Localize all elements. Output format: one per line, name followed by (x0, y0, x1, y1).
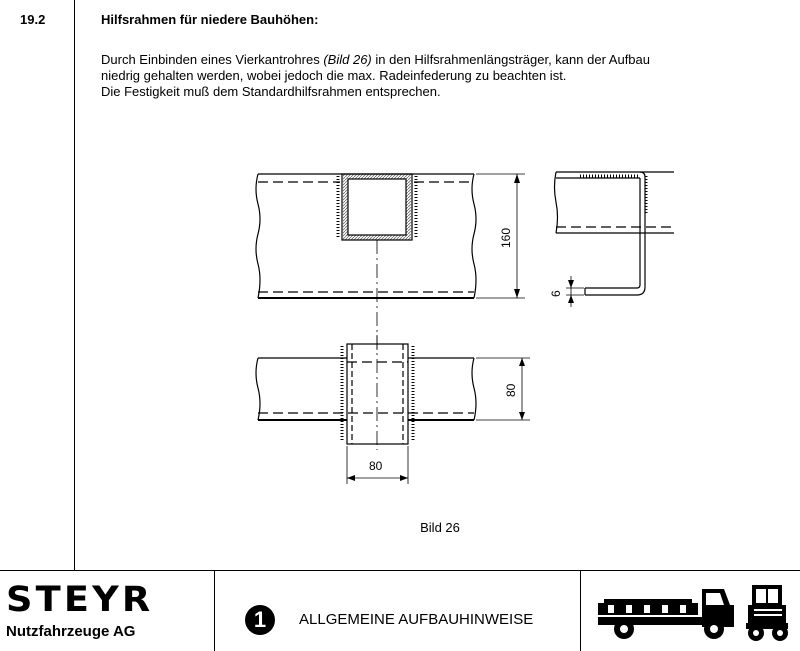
plan-view-bottom (256, 335, 476, 450)
dim-label-80-vertical: 80 (504, 383, 518, 397)
figure-caption: Bild 26 (420, 520, 460, 535)
brand-subtitle: Nutzfahrzeuge AG (6, 623, 136, 640)
paragraph-text: in den Hilfsrahmenlängsträger, kann der Aufbau (371, 52, 650, 67)
footer-divider (580, 571, 581, 651)
chapter-title: ALLGEMEINE AUFBAUHINWEISE (299, 611, 534, 628)
cross-section-view (555, 172, 675, 295)
dim-label-80-horizontal: 80 (369, 459, 383, 473)
brand-logo: STEYR (6, 580, 154, 620)
dim-label-6: 6 (549, 290, 563, 297)
truck-icon (596, 581, 796, 643)
figure-reference: (Bild 26) (323, 52, 372, 67)
paragraph-text: Durch Einbinden eines Vierkantrohres (101, 52, 324, 67)
side-view-top (256, 174, 476, 350)
page-footer (0, 570, 800, 651)
paragraph-line-2: niedrig gehalten werden, wobei jedoch die max. Radeinfederung zu beachten ist. (101, 68, 567, 83)
section-number: 19.2 (20, 12, 46, 27)
dimension-6 (566, 276, 584, 307)
dim-label-160: 160 (499, 227, 513, 248)
footer-divider (214, 571, 215, 651)
section-title: Hilfsrahmen für niedere Bauhöhen: (101, 12, 319, 27)
dimension-80-vertical (476, 358, 530, 420)
chapter-number-badge: 1 (245, 605, 275, 635)
paragraph-line-3: Die Festigkeit muß dem Standardhilfsrahmen entsprechen. (101, 84, 441, 99)
